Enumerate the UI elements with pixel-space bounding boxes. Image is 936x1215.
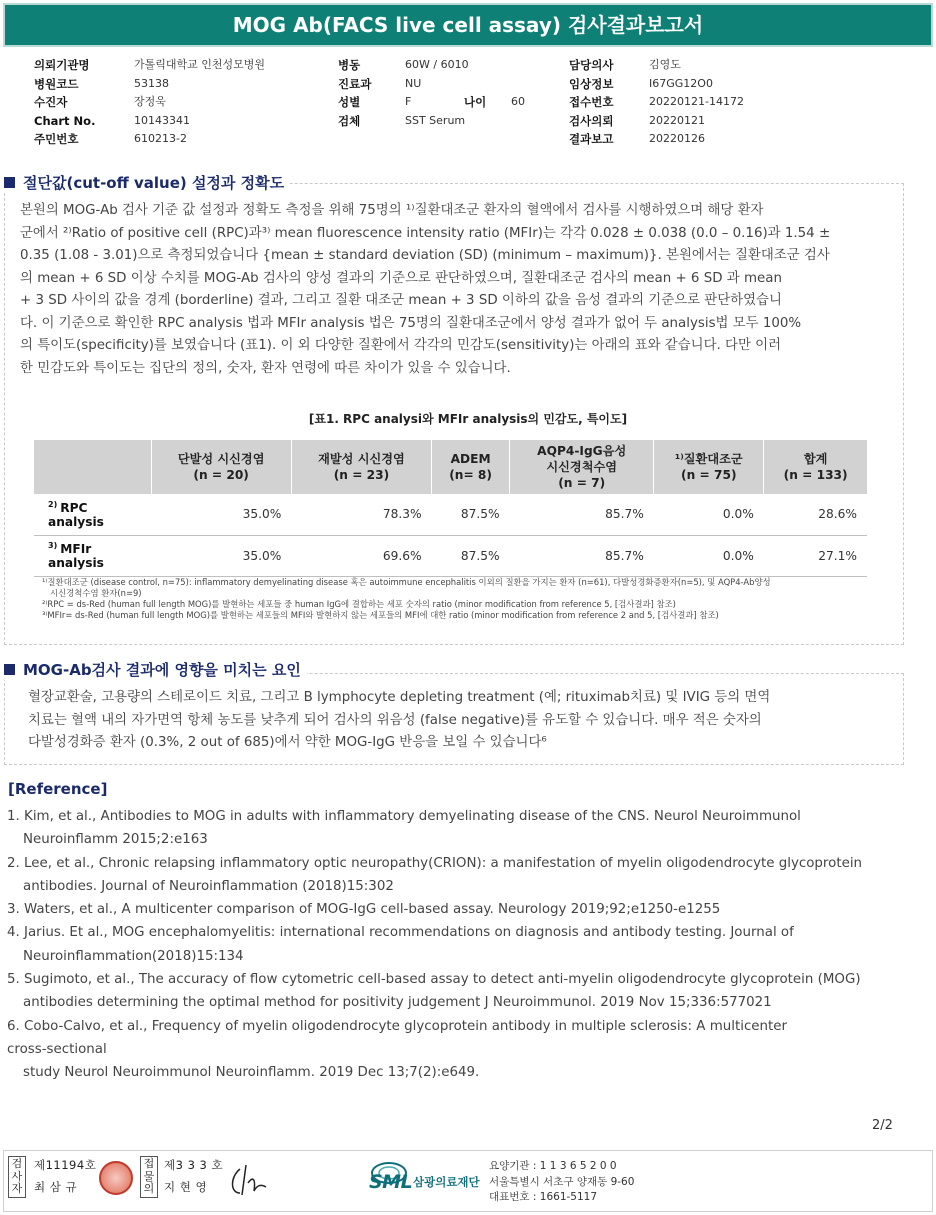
info-value: 53138 [134, 76, 169, 90]
info-value: 장정욱 [134, 95, 166, 108]
section2-heading [4, 659, 307, 680]
table-header-row [34, 440, 867, 494]
info-row [569, 93, 744, 112]
inspector-name: 최 삼 규 [34, 1180, 78, 1194]
table-corner [34, 440, 151, 494]
info-value: 60W / 6010 [405, 58, 469, 71]
row-sup: 2) [48, 499, 58, 509]
paragraph-line: 의 mean + 6 SD 이상 수치를 MOG-Ab 검사의 양성 결과의 기준으로 판단하였으며, 질환대조군 검사의 mean + 6 SD 과 mean [20, 270, 782, 286]
info-value: 20220126 [649, 132, 705, 145]
square-bullet-icon [4, 177, 15, 188]
info-column-1 [34, 56, 265, 149]
info-row [338, 112, 469, 131]
info-label: 검사의뢰 [569, 113, 614, 128]
reference-line: antibodies determining the optimal method for positivity judgement J Neuroimmunol. 2019 Nov 15;336:577021 [23, 995, 772, 1011]
info-row [569, 75, 744, 94]
stamp-char: 접 [143, 1157, 155, 1170]
info-row [34, 93, 265, 112]
reference-line: 5. Sugimoto, et al., The accuracy of flow cytometric cell-based assay to detect anti-myelin oligodendrocyte glycoprotein (MOG) [7, 972, 861, 988]
reference-line: 2. Lee, et al., Chronic relapsing inflammatory optic neuropathy(CRION): a manifestation of myelin oligodendrocyte glycoprotein [7, 855, 863, 871]
reference-line: Neuroinflamm 2015;2:e163 [23, 832, 208, 848]
info-label: 수진자 [34, 95, 68, 109]
info-label: 성별 [338, 95, 361, 109]
header-text: AQP4-IgG음성 [537, 444, 627, 458]
table-cell: 0.0% [654, 494, 764, 535]
info-row [569, 112, 744, 131]
page-number: 2/2 [872, 1118, 893, 1133]
logo-text: SML [369, 1171, 413, 1193]
stamp-char: 사 [11, 1169, 23, 1183]
age-value: 60 [511, 95, 525, 108]
info-label: 담당의사 [569, 58, 614, 72]
table-cell: 35.0% [151, 535, 291, 576]
footer-contact [489, 1159, 634, 1206]
info-value: 김영도 [649, 58, 681, 71]
info-label: 병원코드 [34, 76, 79, 91]
report-title: MOG Ab(FACS live cell assay) 검사결과보고서 [3, 3, 933, 47]
header-text: (n = 7) [558, 476, 606, 490]
info-row [34, 75, 265, 94]
footer-line: 대표번호 : 1661-5117 [489, 1191, 598, 1203]
row-label: MFIr analysis [48, 542, 104, 571]
info-label: 검체 [338, 113, 361, 128]
header-text: ¹⁾질환대조군 [674, 452, 743, 466]
header-text: (n = 20) [193, 468, 249, 482]
doctor-info [164, 1154, 223, 1198]
info-label: 주민번호 [34, 132, 79, 146]
table-cell: 27.1% [764, 535, 867, 576]
paragraph-line: 혈장교환술, 고용량의 스테로이드 치료, 그리고 B lymphocyte depleting treatment (예; rituximab치료) 및 IVIG 등의 면역 [28, 690, 771, 705]
reference-line: 4. Jarius. Et al., MOG encephalomyelitis: international recommendations on diagnosis and antibody testing. Journal of [7, 925, 794, 941]
table-header-cell [764, 440, 867, 494]
header-text: (n= 8) [449, 468, 492, 482]
stamp-char: 물 [143, 1169, 155, 1183]
table-cell: 87.5% [432, 535, 510, 576]
table-cell: 85.7% [510, 494, 654, 535]
signature-icon [226, 1159, 270, 1203]
info-label: 병동 [338, 58, 361, 72]
header-text: 단발성 시신경염 [177, 452, 265, 466]
info-column-2 [338, 56, 469, 130]
reference-line: 1. Kim, et al., Antibodies to MOG in adults with inflammatory demyelinating disease of the CNS. Neurol Neuroimmunol [7, 809, 801, 824]
section2-heading-text: MOG-Ab검사 결과에 영향을 미치는 요인 [23, 661, 301, 679]
section1-paragraph [20, 200, 900, 380]
header-text: 재발성 시신경염 [318, 452, 405, 466]
paragraph-line: 군에서 ²⁾Ratio of positive cell (RPC)과³⁾ mean fluorescence intensity ratio (MFIr)는 각각 0.028 ± 0.038 (0.0 – 0.16)과 1.54 ± [20, 225, 831, 241]
info-value: 가톨릭대학교 인천성모병원 [134, 58, 266, 71]
info-value: SST Serum [405, 113, 466, 127]
info-value: 20220121-14172 [649, 95, 744, 108]
info-column-3 [569, 56, 744, 149]
row-sup: 3) [48, 540, 58, 550]
info-row [338, 93, 469, 112]
table-cell: 85.7% [510, 535, 654, 576]
reference-line: 6. Cobo-Calvo, et al., Frequency of myelin oligodendrocyte glycoprotein antibody in multiple sclerosis: A multicenter [7, 1018, 788, 1034]
reference-line: Neuroinflammation(2018)15:134 [23, 948, 244, 964]
footnote-line: 시신경척수염 환자(n=9) [50, 588, 142, 598]
reference-line: antibodies. Journal of Neuroinflammation (2018)15:302 [23, 878, 394, 894]
table-cell: 69.6% [291, 535, 431, 576]
footer-line: 요양기관 : 1 1 3 6 5 2 0 0 [489, 1160, 617, 1172]
info-row [338, 56, 469, 75]
table-caption: [표1. RPC analysi와 MFIr analysis의 민감도, 특이도] [308, 412, 628, 426]
info-row [34, 56, 265, 75]
row-header [34, 494, 151, 535]
info-label: 접수번호 [569, 95, 614, 109]
footnote-line: ¹⁾질환대조군 (disease control, n=75): inflammatory demyelinating disease 혹은 autoimmune encephalitis 이외의 질환을 가지는 환자 (n=61), 다발성경화증환자(n=5), 및 AQP4-Ab양성 [42, 577, 771, 587]
stamp-char: 의 [143, 1182, 155, 1195]
table-row [34, 535, 867, 576]
inspector-stamp-label [8, 1156, 26, 1198]
report-footer [3, 1150, 933, 1212]
table-header-cell [291, 440, 431, 494]
header-text: 시신경척수염 [546, 460, 618, 474]
doctor-stamp-label [140, 1156, 158, 1198]
doctor-name: 지 현 영 [164, 1180, 208, 1194]
row-header [34, 535, 151, 576]
table-cell: 87.5% [432, 494, 510, 535]
table-header-cell [510, 440, 654, 494]
table-row [34, 494, 867, 535]
header-text: (n = 133) [783, 468, 848, 482]
info-value: NU [405, 76, 422, 90]
doctor-number: 제3 3 3 호 [164, 1158, 224, 1172]
header-text: 합계 [803, 452, 828, 466]
reference-heading: [Reference] [8, 780, 108, 798]
header-text: (n = 75) [681, 468, 737, 482]
info-row [34, 130, 265, 149]
reference-list [7, 805, 907, 1085]
inspector-number: 제11194호 [34, 1158, 97, 1172]
info-value: 610213-2 [134, 132, 187, 145]
table-cell: 78.3% [291, 494, 431, 535]
row-label: RPC analysis [48, 500, 104, 529]
reference-line: study Neurol Neuroimmunol Neuroinflamm. 2019 Dec 13;7(2):e649. [23, 1065, 480, 1081]
header-text: (n = 23) [333, 468, 390, 482]
info-value: F [405, 95, 412, 108]
age-field [464, 93, 525, 112]
footnote-line: ²⁾RPC = ds-Red (human full length MOG)를 발현하는 세포들 중 human IgG에 결합하는 세포 숫자의 ratio (minor modification from reference 5, [검사결과] 참조) [42, 599, 676, 609]
sensitivity-table [34, 440, 867, 577]
reference-line: 3. Waters, et al., A multicenter comparison of MOG-IgG cell-based assay. Neurology 2019;92;e1250-e1255 [7, 902, 721, 918]
table-body [34, 494, 867, 576]
table-header-cell [151, 440, 291, 494]
table-footnotes [42, 577, 771, 621]
age-label: 나이 [464, 95, 487, 109]
info-row [569, 56, 744, 75]
stamp-char: 검 [11, 1157, 23, 1170]
header-text: ADEM [450, 452, 491, 466]
square-bullet-icon [4, 664, 15, 675]
paragraph-line: 본원의 MOG-Ab 검사 기준 값 설정과 정확도 측정을 위해 75명의 ¹⁾질환대조군 환자의 혈액에서 검사를 시행하였으며 해당 환자 [20, 203, 764, 218]
info-label: 진료과 [338, 76, 372, 91]
paragraph-line: 의 특이도(specificity)를 보였습니다 (표1). 이 외 다양한 질환에서 각각의 민감도(sensitivity)는 아래의 표와 같습니다. 다만 이러 [20, 338, 782, 353]
table-header-cell [654, 440, 764, 494]
info-value: 10143341 [134, 113, 190, 127]
section1-heading [4, 172, 290, 193]
section1-heading-text: 절단값(cut-off value) 설정과 정확도 [23, 174, 285, 192]
stamp-char: 자 [11, 1182, 23, 1195]
info-label: Chart No. [34, 113, 96, 128]
info-row [569, 130, 744, 149]
table-cell: 35.0% [151, 494, 291, 535]
info-value: 20220121 [649, 113, 705, 127]
info-label: 결과보고 [569, 132, 614, 146]
paragraph-line: 치료는 혈액 내의 자가면역 항체 농도를 낮추게 되어 검사의 위음성 (false negative)를 유도할 수 있습니다. 매우 적은 숫자의 [28, 712, 762, 728]
table-cell: 0.0% [654, 535, 764, 576]
info-label: 임상정보 [569, 76, 614, 91]
info-value: I67GG12O0 [649, 76, 713, 90]
paragraph-line: 다. 이 기준으로 확인한 RPC analysis 법과 MFIr analysis 법은 75명의 질환대조군에서 양성 결과가 없어 두 analysis법 모두 100% [20, 315, 802, 331]
paragraph-line: 한 민감도와 특이도는 집단의 정의, 숫자, 환자 연령에 따른 차이가 있을 수 있습니다. [20, 360, 511, 376]
footer-line: 서울특별시 서초구 양재동 9-60 [489, 1175, 635, 1188]
info-row [34, 112, 265, 131]
paragraph-line: 다발성경화증 환자 (0.3%, 2 out of 685)에서 약한 MOG-IgG 반응을 보일 수 있습니다⁶ [28, 735, 547, 750]
paragraph-line: + 3 SD 사이의 값을 경계 (borderline) 결과, 그리고 질환 대조군 mean + 3 SD 이하의 값을 음성 결과의 기준으로 판단하였습니 [20, 293, 782, 308]
info-row [338, 75, 469, 94]
logo-korean: 삼광의료재단 [413, 1175, 480, 1189]
table-header-cell [432, 440, 510, 494]
inspector-info [34, 1154, 96, 1198]
footnote-line: ³⁾MFIr= ds-Red (human full length MOG)를 발현하는 세포들의 MFI와 발현하지 않는 세포들의 MFI에 대한 ratio (minor modification from reference 2 and 5, [검사결과] 참조) [42, 610, 719, 620]
seal-stamp-icon [99, 1161, 133, 1195]
reference-line: cross-sectional [7, 1041, 107, 1057]
paragraph-line: 0.35 (1.08 - 3.01)으로 측정되었습니다 {mean ± standard deviation (SD) (minimum – maximum)}. 본원에서는 질환대조군 검사 [20, 248, 830, 263]
table-cell: 28.6% [764, 494, 867, 535]
info-label: 의뢰기관명 [34, 58, 90, 72]
section2-paragraph [28, 687, 898, 755]
